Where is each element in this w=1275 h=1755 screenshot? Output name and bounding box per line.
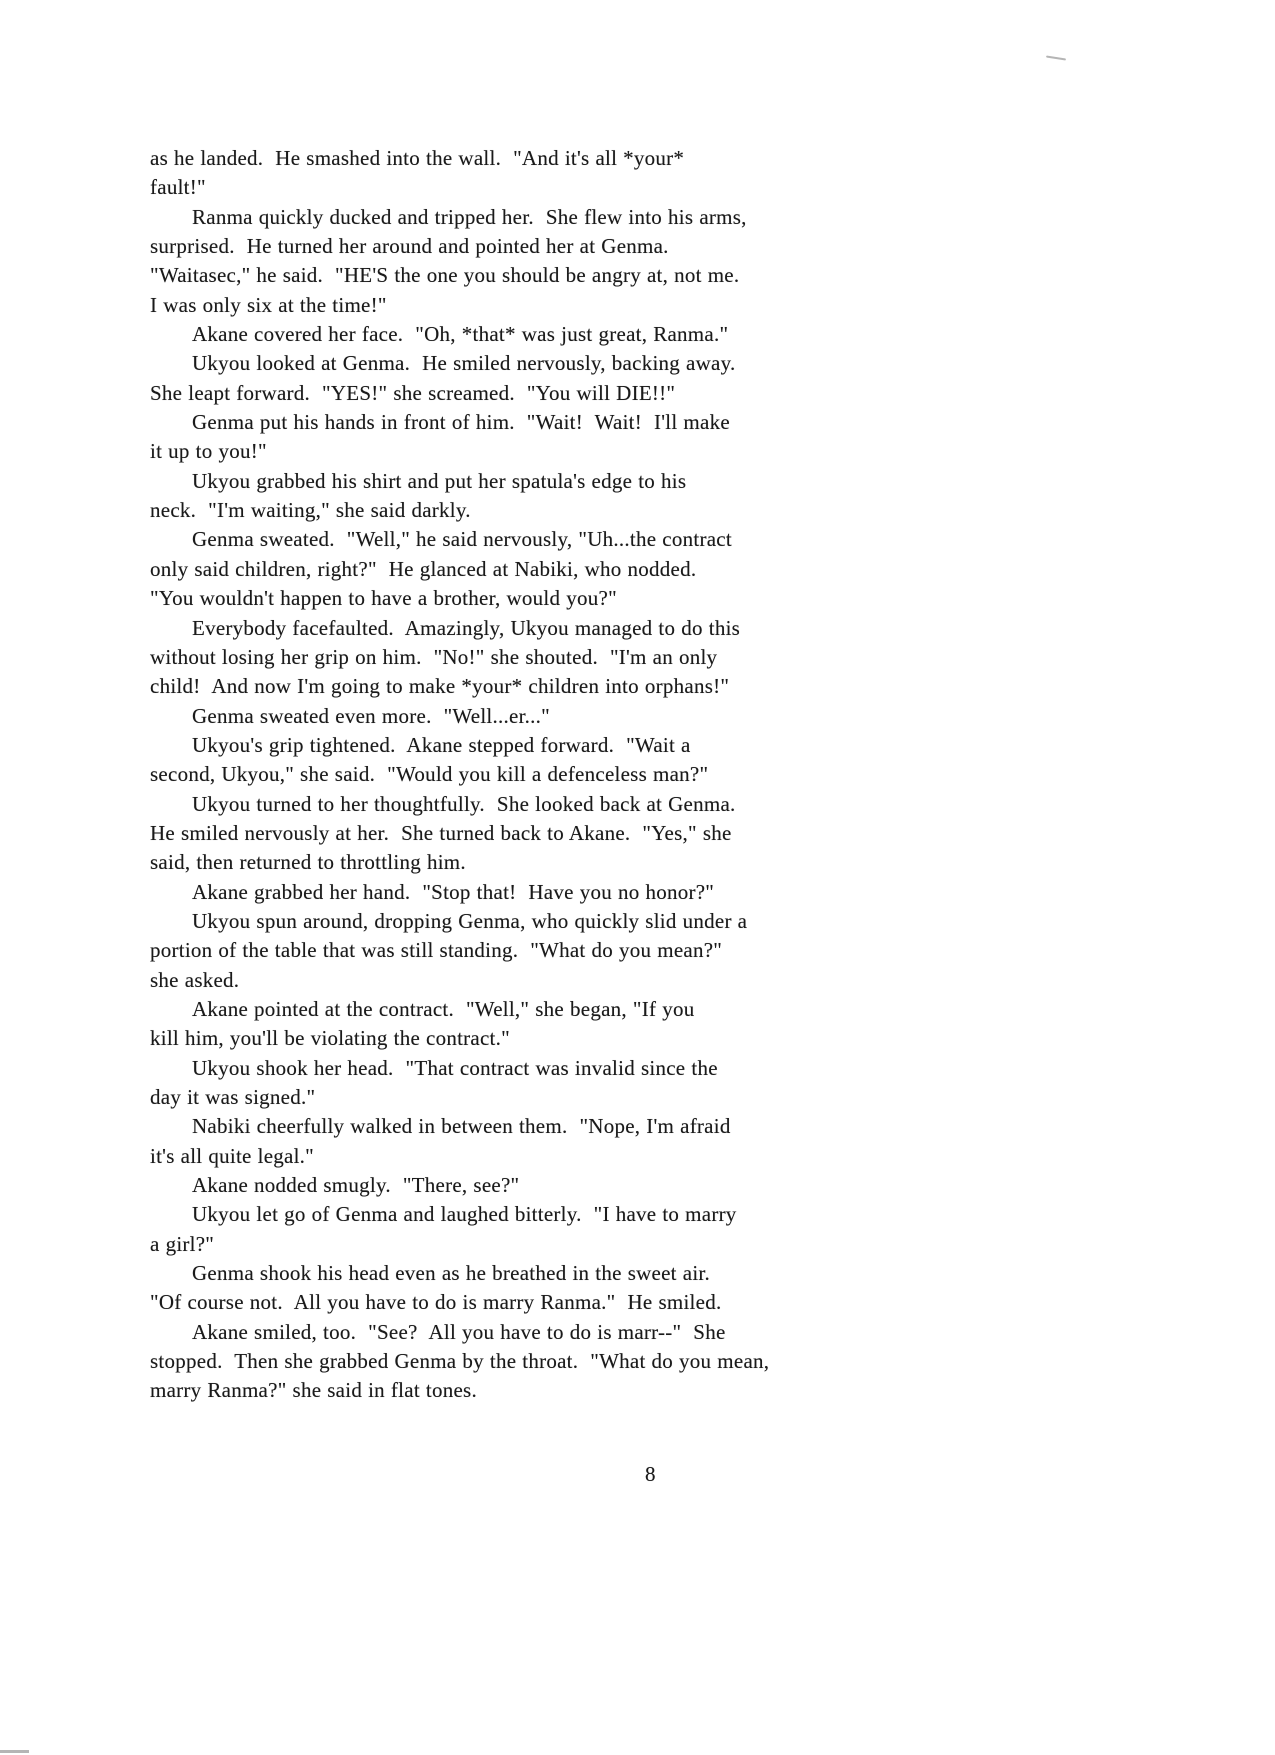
text-line: Genma sweated even more. "Well...er..." — [192, 703, 550, 728]
text-line: neck. "I'm waiting," she said darkly. — [150, 498, 471, 523]
story-text-block — [150, 144, 769, 1406]
text-line: Akane grabbed her hand. "Stop that! Have you no honor?" — [192, 879, 715, 904]
text-line: Ukyou turned to her thoughtfully. She looked back at Genma. — [192, 791, 736, 816]
text-line: Genma put his hands in front of him. "Wait! Wait! I'll make — [192, 410, 730, 435]
text-line: Ukyou spun around, dropping Genma, who quickly slid under a — [192, 908, 748, 933]
text-line: it up to you!" — [150, 439, 267, 464]
text-line: Ukyou shook her head. "That contract was invalid since the — [192, 1055, 718, 1080]
text-line: "Of course not. All you have to do is marry Ranma." He smiled. — [150, 1290, 722, 1315]
text-line: said, then returned to throttling him. — [150, 850, 466, 875]
text-line: stopped. Then she grabbed Genma by the throat. "What do you mean, — [150, 1349, 770, 1374]
text-line: "Waitasec," he said. "HE'S the one you should be angry at, not me. — [150, 263, 740, 288]
text-line: day it was signed." — [150, 1085, 316, 1109]
text-line: Nabiki cheerfully walked in between them. "Nope, I'm afraid — [192, 1114, 731, 1139]
text-line: She leapt forward. "YES!" she screamed. "You will DIE!!" — [150, 380, 676, 405]
text-line: Ukyou grabbed his shirt and put her spatula's edge to his — [192, 468, 687, 493]
text-line: child! And now I'm going to make *your* children into orphans!" — [150, 674, 730, 699]
text-line: "You wouldn't happen to have a brother, would you?" — [150, 586, 617, 611]
text-line: Ukyou's grip tightened. Akane stepped forward. "Wait a — [192, 732, 691, 757]
text-line: kill him, you'll be violating the contract." — [150, 1026, 510, 1051]
text-line: without losing her grip on him. "No!" she shouted. "I'm an only — [150, 644, 718, 669]
text-line: Ranma quickly ducked and tripped her. She flew into his arms, — [192, 204, 747, 229]
text-line: as he landed. He smashed into the wall. "And it's all *your* — [150, 146, 685, 170]
text-line: Ukyou let go of Genma and laughed bitterly. "I have to marry — [192, 1202, 737, 1227]
text-line: Ukyou looked at Genma. He smiled nervously, backing away. — [192, 351, 736, 376]
text-line: He smiled nervously at her. She turned back to Akane. "Yes," she — [150, 820, 732, 845]
text-line: a girl?" — [150, 1231, 215, 1256]
text-line: Akane covered her face. "Oh, *that* was just great, Ranma." — [192, 322, 729, 347]
text-line: Everybody facefaulted. Amazingly, Ukyou managed to do this — [192, 615, 741, 640]
page-number: 8 — [645, 1462, 656, 1486]
text-line: I was only six at the time!" — [150, 292, 387, 317]
scan-artifact-top-right — [1046, 55, 1066, 60]
text-line: Akane nodded smugly. "There, see?" — [192, 1173, 520, 1198]
text-line: Genma sweated. "Well," he said nervously, "Uh...the contract — [192, 527, 732, 552]
scan-artifact-bottom-left — [0, 1750, 29, 1753]
text-line: marry Ranma?" she said in flat tones. — [150, 1378, 477, 1403]
text-line: Genma shook his head even as he breathed in the sweet air. — [192, 1261, 711, 1286]
text-line: second, Ukyou," she said. "Would you kill a defenceless man?" — [150, 762, 709, 787]
text-line: it's all quite legal." — [150, 1143, 314, 1168]
text-line: Akane pointed at the contract. "Well," she began, "If you — [192, 996, 695, 1021]
text-line: surprised. He turned her around and pointed her at Genma. — [150, 234, 669, 259]
text-line: she asked. — [150, 967, 240, 992]
text-line: fault!" — [150, 175, 206, 200]
text-line: only said children, right?" He glanced at Nabiki, who nodded. — [150, 556, 697, 581]
text-line: Akane smiled, too. "See? All you have to do is marr--" She — [192, 1319, 726, 1344]
text-line: portion of the table that was still standing. "What do you mean?" — [150, 938, 723, 963]
